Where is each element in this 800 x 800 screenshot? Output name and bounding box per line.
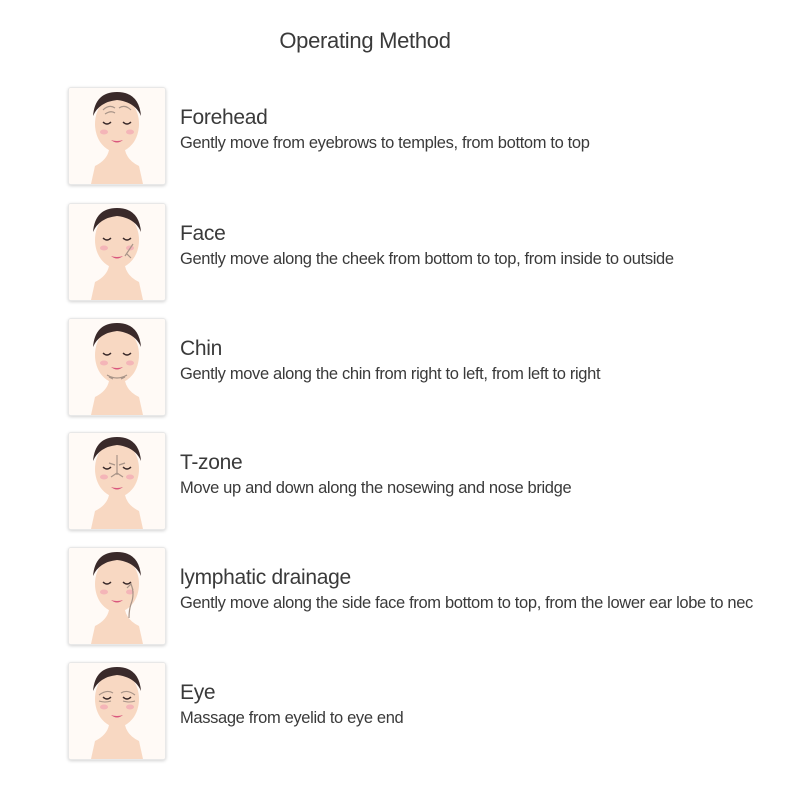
method-title: T-zone	[180, 451, 243, 474]
face-lymphatic-icon	[68, 547, 166, 645]
face-cheek-icon	[68, 203, 166, 301]
method-description: Move up and down along the nosewing and nose bridge	[180, 479, 572, 497]
method-description: Massage from eyelid to eye end	[180, 709, 404, 727]
method-description: Gently move along the cheek from bottom to top, from inside to outside	[180, 250, 674, 268]
method-title: Forehead	[180, 106, 268, 129]
method-item-lymphatic-drainage	[68, 547, 788, 647]
method-item-forehead	[68, 87, 788, 187]
method-title: lymphatic drainage	[180, 566, 351, 589]
method-description: Gently move from eyebrows to temples, from bottom to top	[180, 134, 590, 152]
face-tzone-icon	[68, 432, 166, 530]
method-item-face	[68, 203, 788, 303]
face-chin-icon	[68, 318, 166, 416]
method-item-eye	[68, 662, 788, 762]
page-title: Operating Method	[279, 28, 451, 53]
method-description: Gently move along the chin from right to left, from left to right	[180, 365, 601, 383]
face-eye-icon	[68, 662, 166, 760]
method-title: Eye	[180, 681, 216, 704]
face-forehead-icon	[68, 87, 166, 185]
method-description: Gently move along the side face from bottom to top, from the lower ear lobe to nec	[180, 594, 753, 612]
method-title: Face	[180, 222, 226, 245]
method-title: Chin	[180, 337, 222, 360]
method-item-tzone	[68, 432, 788, 532]
method-item-chin	[68, 318, 788, 418]
